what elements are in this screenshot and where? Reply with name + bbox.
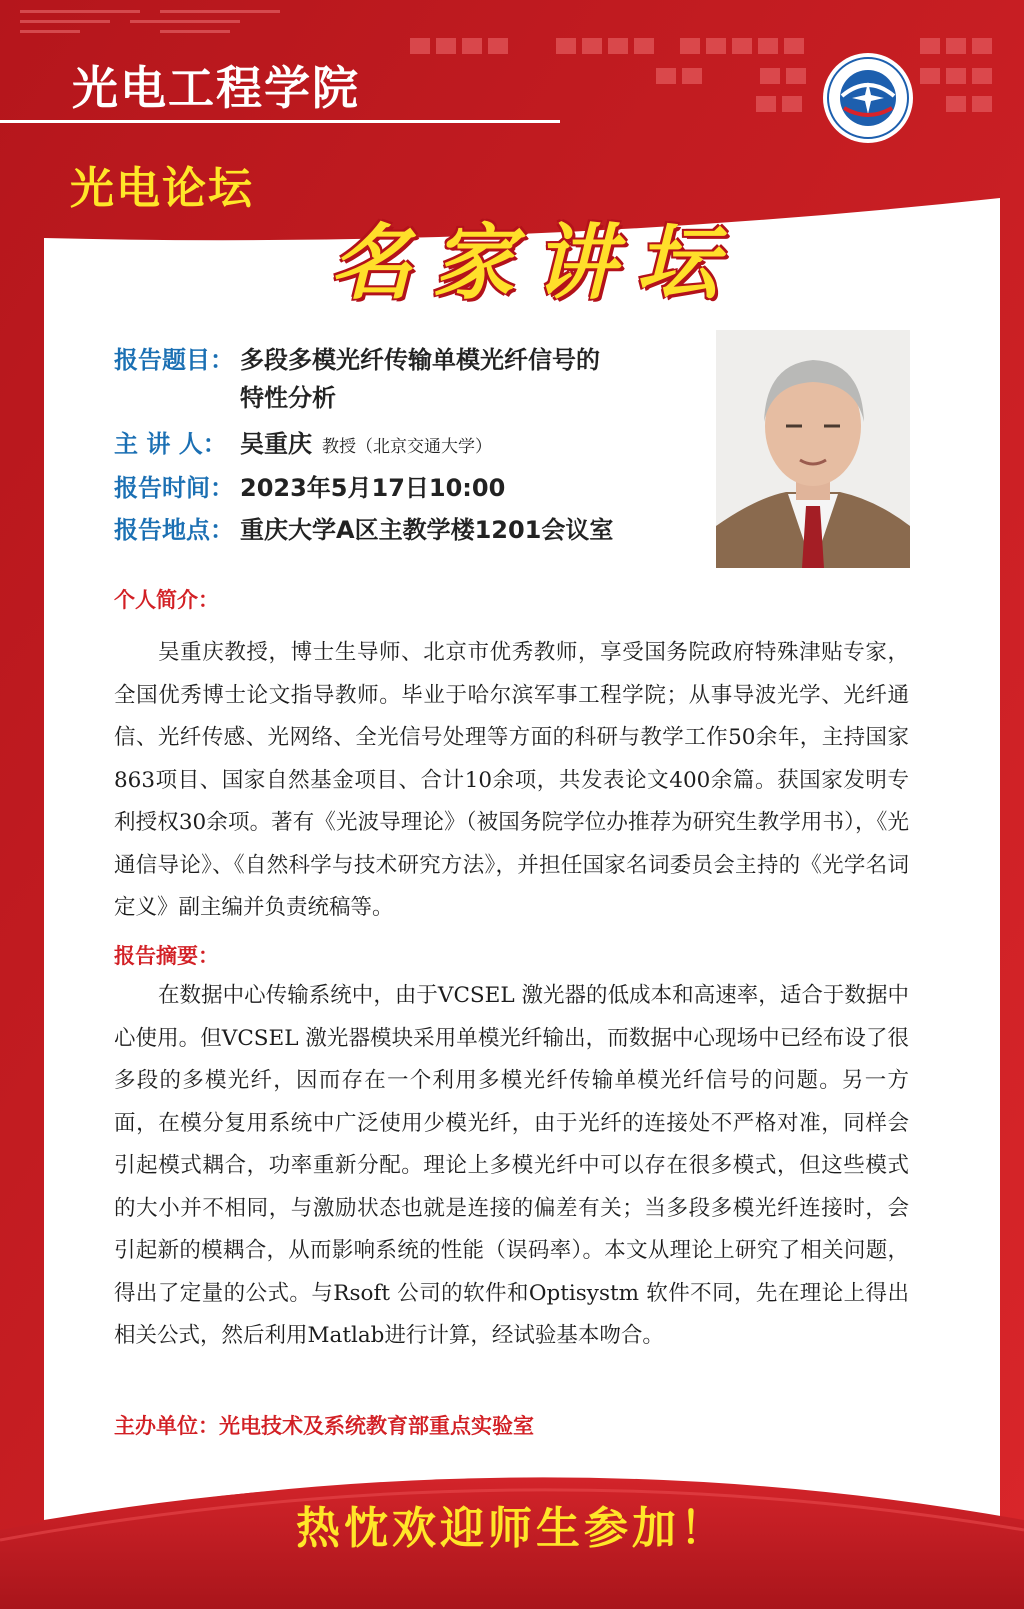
topic-label: 报告题目： <box>114 346 234 374</box>
forum-name: 光电论坛 <box>70 163 254 214</box>
time-value: 2023年5月17日10:00 <box>240 474 506 502</box>
speaker-title: 教授（北京交通大学） <box>322 437 492 457</box>
host-organizer <box>114 1410 534 1440</box>
place-row <box>114 510 613 545</box>
host-value: 光电技术及系统教育部重点实验室 <box>219 1414 534 1438</box>
abstract-heading: 报告摘要： <box>114 944 219 968</box>
speaker-label: 主 讲 人： <box>114 430 227 458</box>
topic-line-2: 特性分析 <box>240 384 336 412</box>
time-label: 报告时间： <box>114 474 234 502</box>
host-label: 主办单位： <box>114 1414 219 1438</box>
school-name: 光电工程学院 <box>72 61 360 115</box>
lecture-series-title: 名家讲坛 <box>330 215 738 311</box>
speaker-name: 吴重庆 <box>240 430 312 458</box>
college-logo <box>822 52 914 144</box>
time-row <box>114 468 505 503</box>
topic-line-1: 多段多模光纤传输单模光纤信号的 <box>240 346 600 374</box>
abstract-text: 在数据中心传输系统中，由于VCSEL 激光器的低成本和高速率，适合于数据中心使用。但VCSEL 激光器模块采用单模光纤输出，而数据中心现场中已经布设了很多段的多模光纤，因而存在一个利用多模光纤传输单模光纤信号的问题。另一方面，在模分复用系统中广泛使用少模光纤，由于光纤的连接处不严格对准，同样会引起模式耦合，功率重新分配。理论上多模光纤中可以存在很多模式，但这些模式的大小并不相同，与激励状态也就是连接的偏差有关；当多段多模光纤连接时，会引起新的模耦合，从而影响系统的性能（误码率）。本文从理论上研究了相关问题，得出了定量的公式。与Rsoft 公司的软件和Optisystm 软件不同，先在理论上得出相关公式，然后利用Matlab进行计算，经试验基本吻合。 <box>114 983 909 1348</box>
bio-heading: 个人简介： <box>114 588 219 612</box>
topic-row <box>114 340 600 375</box>
place-value: 重庆大学A区主教学楼1201会议室 <box>240 516 614 544</box>
place-label: 报告地点： <box>114 516 234 544</box>
speaker-photo <box>716 330 910 568</box>
bio-text: 吴重庆教授，博士生导师、北京市优秀教师，享受国务院政府特殊津贴专家，全国优秀博士论文指导教师。毕业于哈尔滨军事工程学院；从事导波光学、光纤通信、光纤传感、光网络、全光信号处理等方面的科研与教学工作50余年，主持国家863项目、国家自然基金项目、合计10余项，共发表论文400余篇。获国家发明专利授权30余项。著有《光波导理论》（被国务院学位办推荐为研究生教学用书），《光通信导论》、《自然科学与技术研究方法》，并担任国家名词委员会主持的《光学名词定义》副主编并负责统稿等。 <box>114 640 909 920</box>
welcome-message: 热忱欢迎师生参加！ <box>296 1503 728 1554</box>
topic-row-2 <box>240 378 336 413</box>
speaker-row <box>114 424 492 459</box>
header-divider <box>0 120 560 123</box>
